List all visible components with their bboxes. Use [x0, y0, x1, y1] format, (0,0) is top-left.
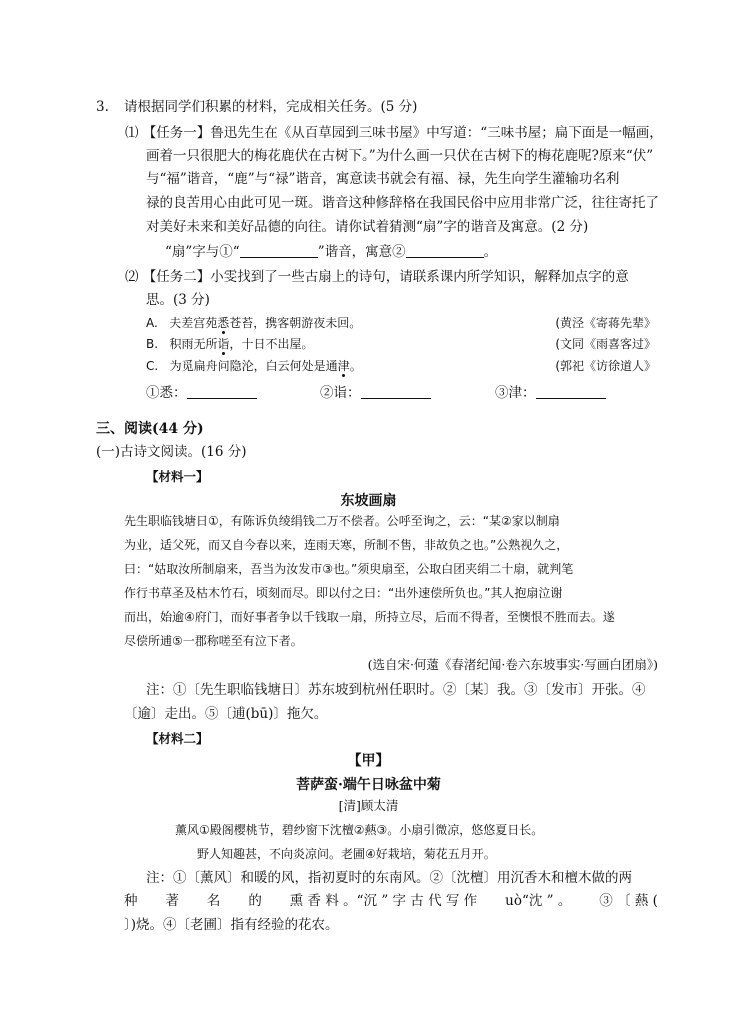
material-1-note-1: 注：①〔先生职临钱塘日〕苏东坡到杭州任职时。②〔某〕我。③〔发市〕开张。④: [146, 682, 646, 698]
poem-author: [清]顾太清: [338, 798, 399, 813]
option-c: C. 为觅扁舟问隐沦，白云何处是通津。: [146, 359, 362, 373]
material-2-label: 【材料二】: [146, 731, 209, 746]
material-1-line-2: 为业，适父死，而又自今春以来，连雨天寒，所制不售，非故负之也。”公熟视久之，: [124, 538, 569, 552]
dotted-char-c: 津: [337, 359, 350, 373]
material-1-note-2: 〔逾〕走出。⑤〔逋(bū)〕拖欠。: [124, 706, 328, 722]
option-a-source: (黄泾《寄蒋先辈》: [555, 316, 656, 330]
material-1-title: 东坡画扇: [340, 493, 397, 509]
explain-blank-3[interactable]: [536, 384, 606, 399]
section-heading: 三、阅读(44 分): [96, 421, 204, 437]
material-2-jia: 【甲】: [347, 753, 390, 769]
option-c-source: (郭祀《访徐道人》: [555, 359, 656, 373]
poem-line-1: 薰风①殿阁樱桃节，碧纱窗下沈檀②爇③。小扇引微凉，悠悠夏日长。: [175, 823, 544, 837]
material-2-note-1: 注：①〔薰风〕和暖的风，指初夏时的东南风。②〔沈檀〕用沉香木和檀木做的两: [146, 870, 632, 886]
task1-line-4: 禄的良苦用心由此可见一斑。谐音这种修辞格在我国民俗中应用非常广泛，往往寄托了: [146, 195, 659, 211]
subsection-heading: (一)古诗文阅读。(16 分): [96, 444, 247, 460]
explain-blank-2[interactable]: [361, 384, 431, 399]
explain-3: ③津：: [495, 384, 606, 402]
question-3-stem: 请根据同学们积累的材料，完成相关任务。(5 分): [124, 99, 418, 115]
question-3-number: 3.: [96, 99, 109, 115]
option-b-source: (文同《雨喜客过》: [555, 337, 656, 351]
material-2-note-3: 〕)烧。④〔老圃〕指有经验的花农。: [124, 917, 339, 933]
material-1-source: (选自宋·何薳《春渚纪闻·卷六东坡事实·写画白团扇》): [367, 657, 658, 672]
material-2-note-2: 种 著 名 的 熏 香 料 。“沉 ” 字 古 代 写 作 uò“沈 ” 。 ③ 〔 爇 (: [124, 893, 658, 909]
explain-blank-1[interactable]: [187, 384, 257, 399]
poem-title: 菩萨蛮·端午日咏盆中菊: [296, 777, 441, 793]
dotted-char-a: 悉: [217, 316, 230, 330]
option-b: B. 积雨无所诣，十日不出屋。: [146, 337, 314, 351]
dotted-char-b: 诣: [217, 337, 230, 351]
task1-line-1: ⑴ 【任务一】鲁迅先生在《从百草园到三味书屋》中写道：“三味书屋；扁下面是一幅画，: [125, 125, 663, 141]
material-1-line-3: 曰：“姑取汝所制扇来，吾当为汝发市③也。”须臾扇至，公取白团夹绢二十扇，就判笔: [124, 562, 574, 576]
material-1-line-1: 先生职临钱塘日①，有陈诉负绫绢钱二万不偿者。公呼至询之，云：“某②家以制扇: [124, 514, 560, 528]
task1-answer-line: “扇”字与①“ ”谐音，寓意② 。: [165, 244, 498, 260]
task1-line-2: 画着一只很肥大的梅花鹿伏在古树下。”为什么画一只伏在古树下的梅花鹿呢?原来“伏”: [146, 148, 654, 164]
explain-1: ①悉：: [146, 384, 257, 402]
answer-blank-2[interactable]: [406, 243, 484, 258]
task1-line-3: 与“福”谐音，“鹿”与“禄”谐音，寓意读书就会有福、禄，先生向学生灌输功名利: [146, 171, 620, 187]
poem-line-2: 野人知趣甚，不向炎凉问。老圃④好栽培，菊花五月开。: [197, 847, 496, 861]
task2-line-2: 思。(3 分): [146, 292, 210, 308]
answer-blank-1[interactable]: [240, 243, 318, 258]
material-1-label: 【材料一】: [146, 469, 209, 484]
material-1-line-4: 作行书草圣及枯木竹石，顷刻而尽。即以付之曰：“出外速偿所负也。”其人抱扇泣谢: [124, 586, 563, 600]
option-a: A. 夫差宫苑悉苍苔，携客朝游夜未回。: [146, 316, 362, 330]
material-1-line-6: 尽偿所逋⑤一郡称嗟至有泣下者。: [124, 634, 303, 648]
material-1-line-5: 而出，始逾④府门，而好事者争以千钱取一扇，所持立尽，后而不得者，至懊恨不胜而去。遂: [124, 610, 615, 624]
task1-line-5: 对美好未来和美好品德的向往。请你试着猜测“扇”字的谐音及寓意。(2 分): [146, 219, 589, 235]
explain-2: ②诣：: [320, 384, 431, 402]
task2-line-1: ⑵ 【任务二】小雯找到了一些古扇上的诗句，请联系课内所学知识，解释加点字的意: [125, 269, 629, 285]
